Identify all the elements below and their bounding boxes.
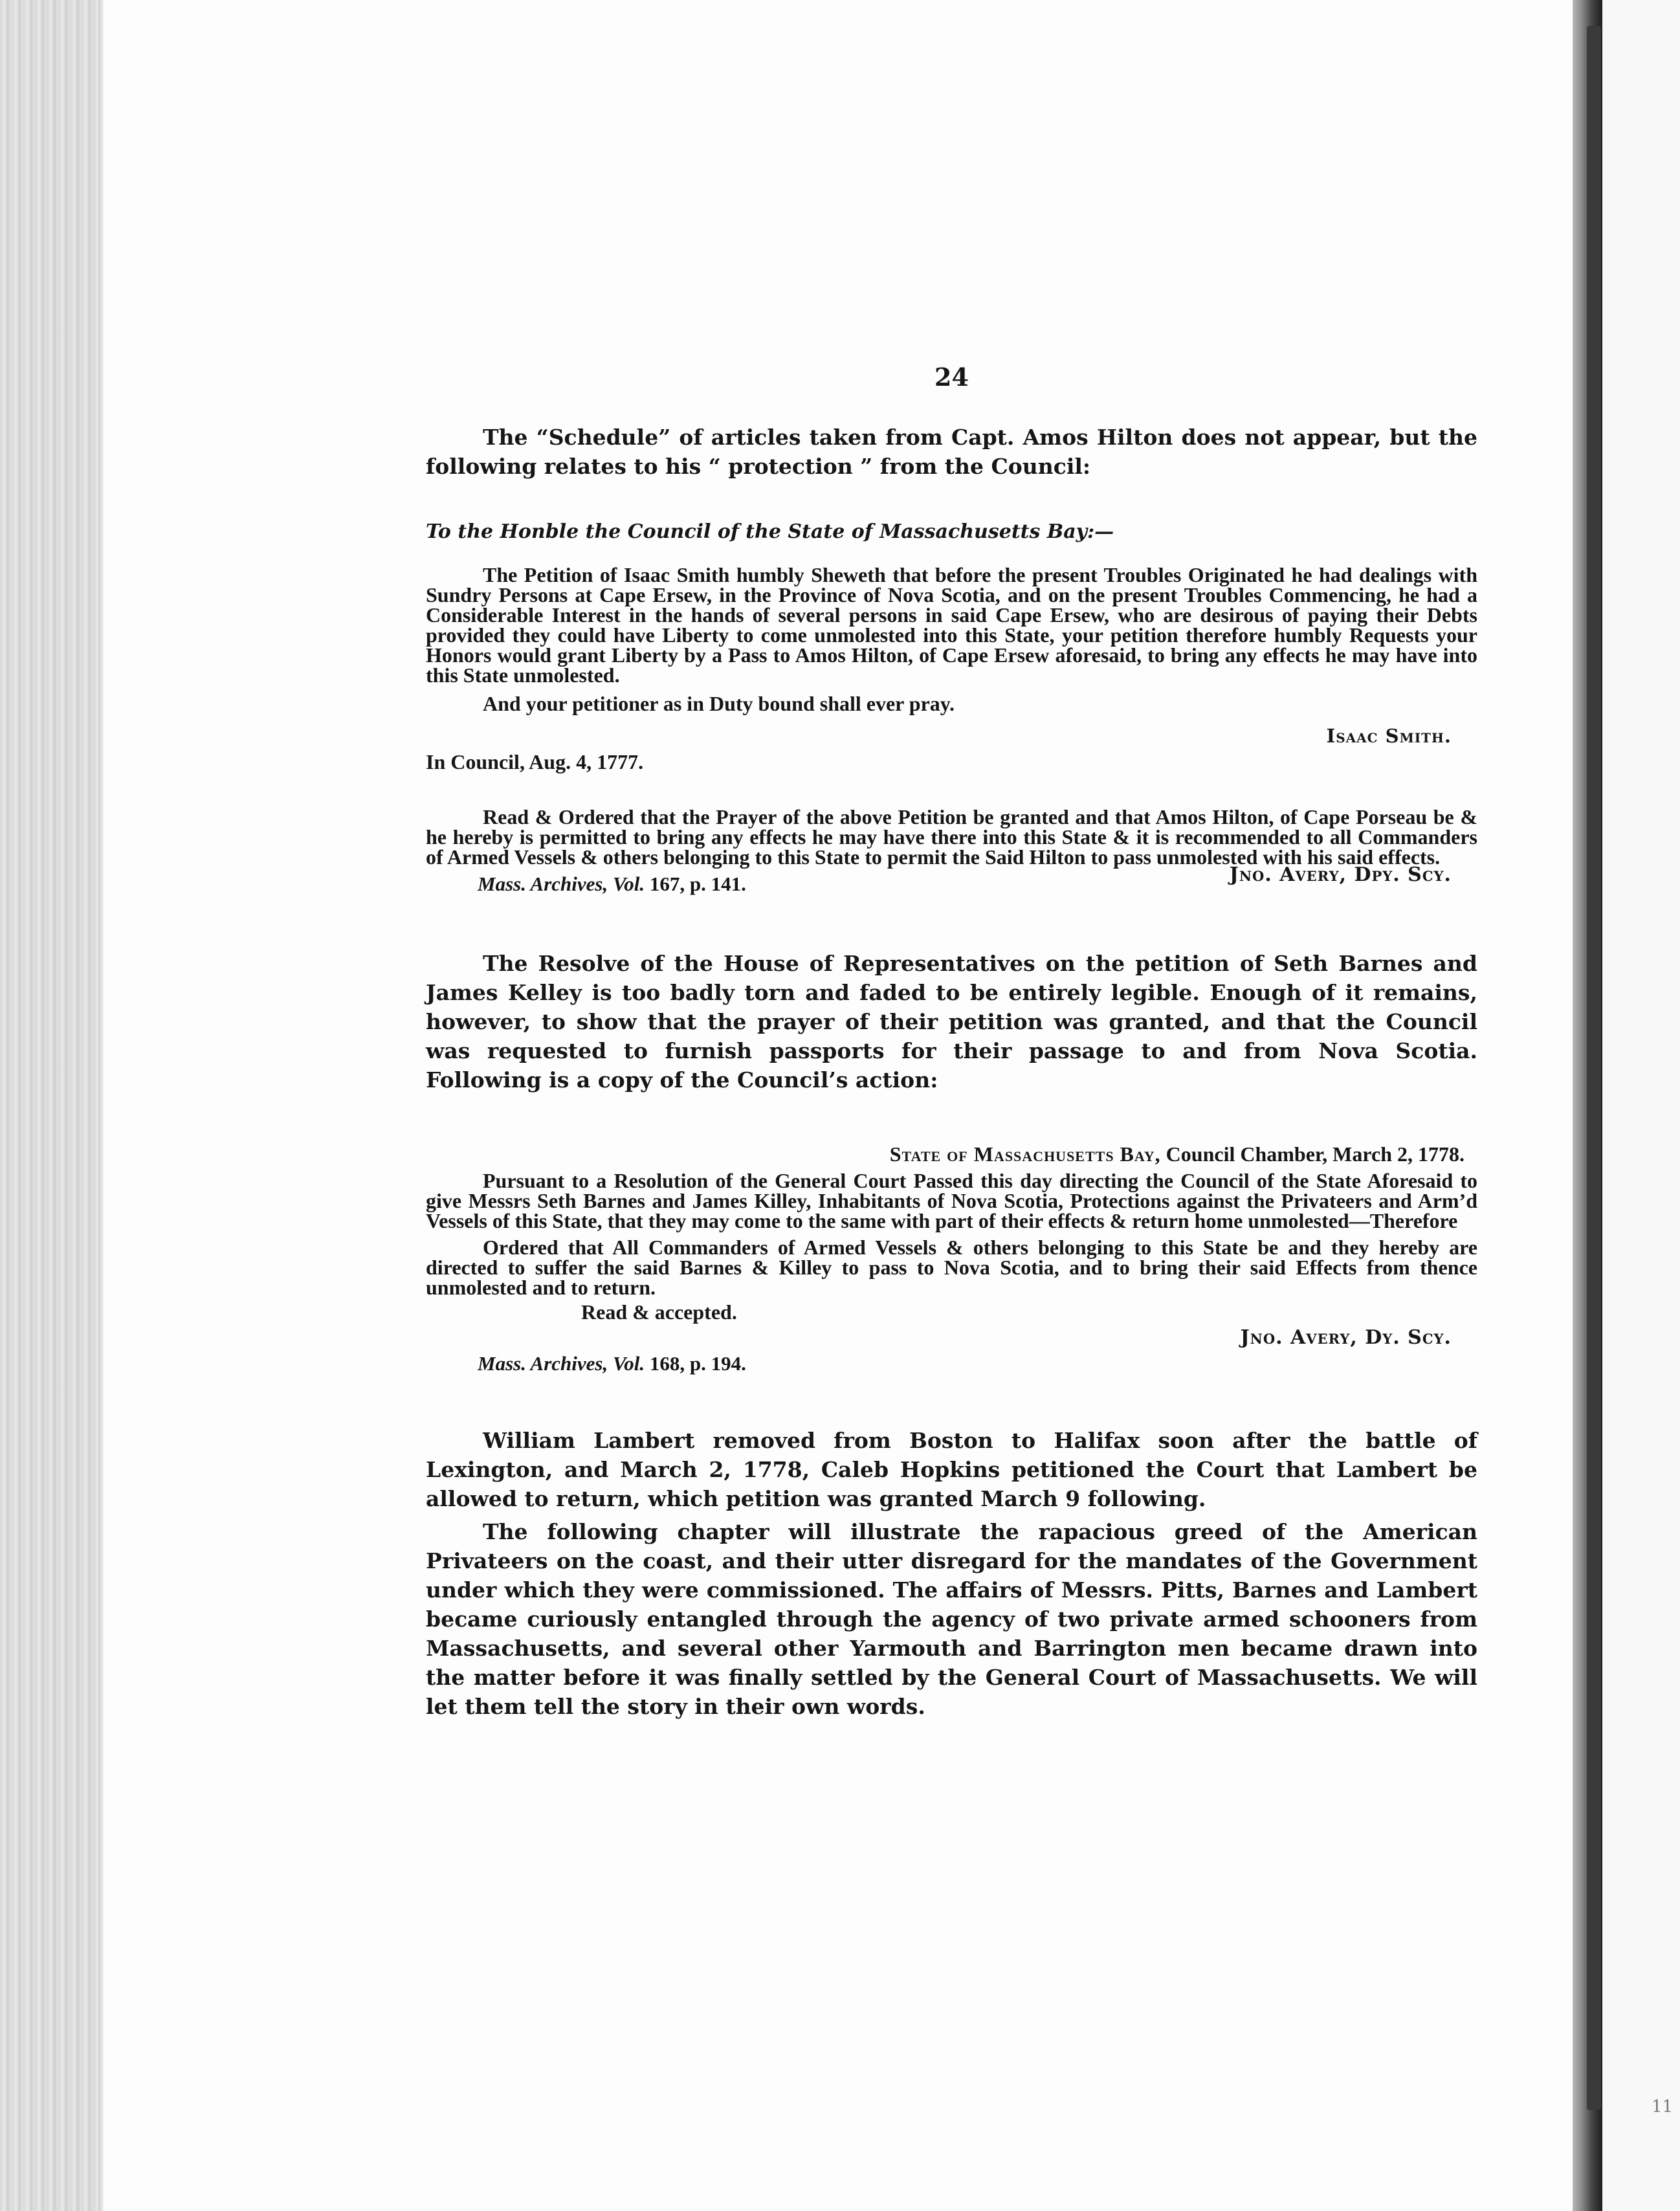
archive-citation-ref: 167, p. 141. [645, 872, 746, 895]
petition-address: To the Honble the Council of the State of Massachusetts Bay:— [426, 520, 1114, 543]
page-number: 24 [934, 362, 969, 392]
spine-shadow [1587, 26, 1601, 2110]
archive-citation-2-ref: 168, p. 194. [645, 1352, 746, 1375]
read-accepted: Read & accepted. [581, 1300, 737, 1324]
ordered-paragraph: Ordered that All Commanders of Armed Vessels & others belonging to this State be and they hereby are directed to suffer the said Barnes & Killey to pass to Nova Scotia, and to bring their said Effects from thence unmolested and to return. [426, 1236, 1477, 1299]
petition-pray: And your petitioner as in Duty bound shall ever pray. [483, 692, 955, 715]
resolve-paragraph: The Resolve of the House of Representatives on the petition of Seth Barnes and James Kelley is too badly torn and faded to be entirely legible. Enough of it remains, however, to show that the prayer of their petition was granted, and that the Council was requested to furnish passports for their passage to and from Nova Scotia. Following is a copy of the Council’s action: [426, 951, 1477, 1093]
petition-signature: Isaac Smith. [1326, 725, 1452, 747]
archive-citation-2-title: Mass. Archives, Vol. [478, 1352, 645, 1375]
secretary-signature-2: Jno. Avery, Dy. Scy. [1240, 1326, 1452, 1349]
secretary-signature: Jno. Avery, Dpy. Scy. [1229, 863, 1452, 886]
council-order: Read & Ordered that the Prayer of the above Petition be granted and that Amos Hilton, of Cape Porseau be & he hereby is permitted to bring any effects he may have there into this State & it is recommended to all Commanders of Armed Vessels & others belonging to this State to permit the Said Hilton to pass unmolested with his said effects. [426, 805, 1477, 869]
intro-paragraph: The “Schedule” of articles taken from Capt. Amos Hilton does not appear, but the following relates to his “ protection ” from the Council: [426, 425, 1477, 479]
council-chamber-heading [426, 1141, 1477, 1167]
archive-citation-2 [478, 1351, 1477, 1377]
council-order-footer [426, 863, 1477, 900]
petition-body: The Petition of Isaac Smith humbly Sheweth that before the present Troubles Originated he had dealings with Sundry Persons at Cape Ersew, in the Province of Nova Scotia, and on the present Troubles Commencing, he had a Considerable Interest in the hands of several persons in said Cape Ersew, who are desirous of paying their Debts provided they could have Liberty to come unmolested into this State, your petition therefore humbly Requests your Honors would grant Liberty by a Pass to Amos Hilton, of Cape Ersew aforesaid, to bring any effects he may have into this State unmolested. [426, 563, 1477, 687]
archive-citation-title: Mass. Archives, Vol. [478, 872, 645, 895]
facing-page-edge [1602, 0, 1680, 2211]
chamber-date: Council Chamber, March 2, 1778. [1160, 1142, 1464, 1166]
state-name: State of Massachusetts Bay, [889, 1142, 1161, 1166]
council-date: In Council, Aug. 4, 1777. [426, 750, 644, 773]
book-left-edge [0, 0, 104, 2211]
margin-mark: 11 [1652, 2097, 1674, 2117]
lambert-paragraph: William Lambert removed from Boston to Halifax soon after the battle of Lexington, and March 2, 1778, Caleb Hopkins petitioned the Court that Lambert be allowed to return, which petition was granted March 9 following. [426, 1428, 1477, 1511]
privateers-paragraph: The following chapter will illustrate the rapacious greed of the American Privateers on the coast, and their utter disregard for the mandates of the Government under which they were commissioned. The affairs of Messrs. Pitts, Barnes and Lambert became curiously entangled through the agency of two private armed schooners from Massachusetts, and several other Yarmouth and Barrington men became drawn into the matter before it was finally settled by the General Court of Massachusetts. We will let them tell the story in their own words. [426, 1519, 1477, 1719]
page-content [426, 362, 1477, 1721]
archive-citation [478, 872, 746, 896]
pursuant-paragraph: Pursuant to a Resolution of the General Court Passed this day directing the Council of the State Aforesaid to give Messrs Seth Barnes and James Killey, Inhabitants of Nova Scotia, Protections against the Privateers and Arm’d Vessels of this State, that they may come to the same with part of their effects & return home unmolested—Therefore [426, 1169, 1477, 1232]
